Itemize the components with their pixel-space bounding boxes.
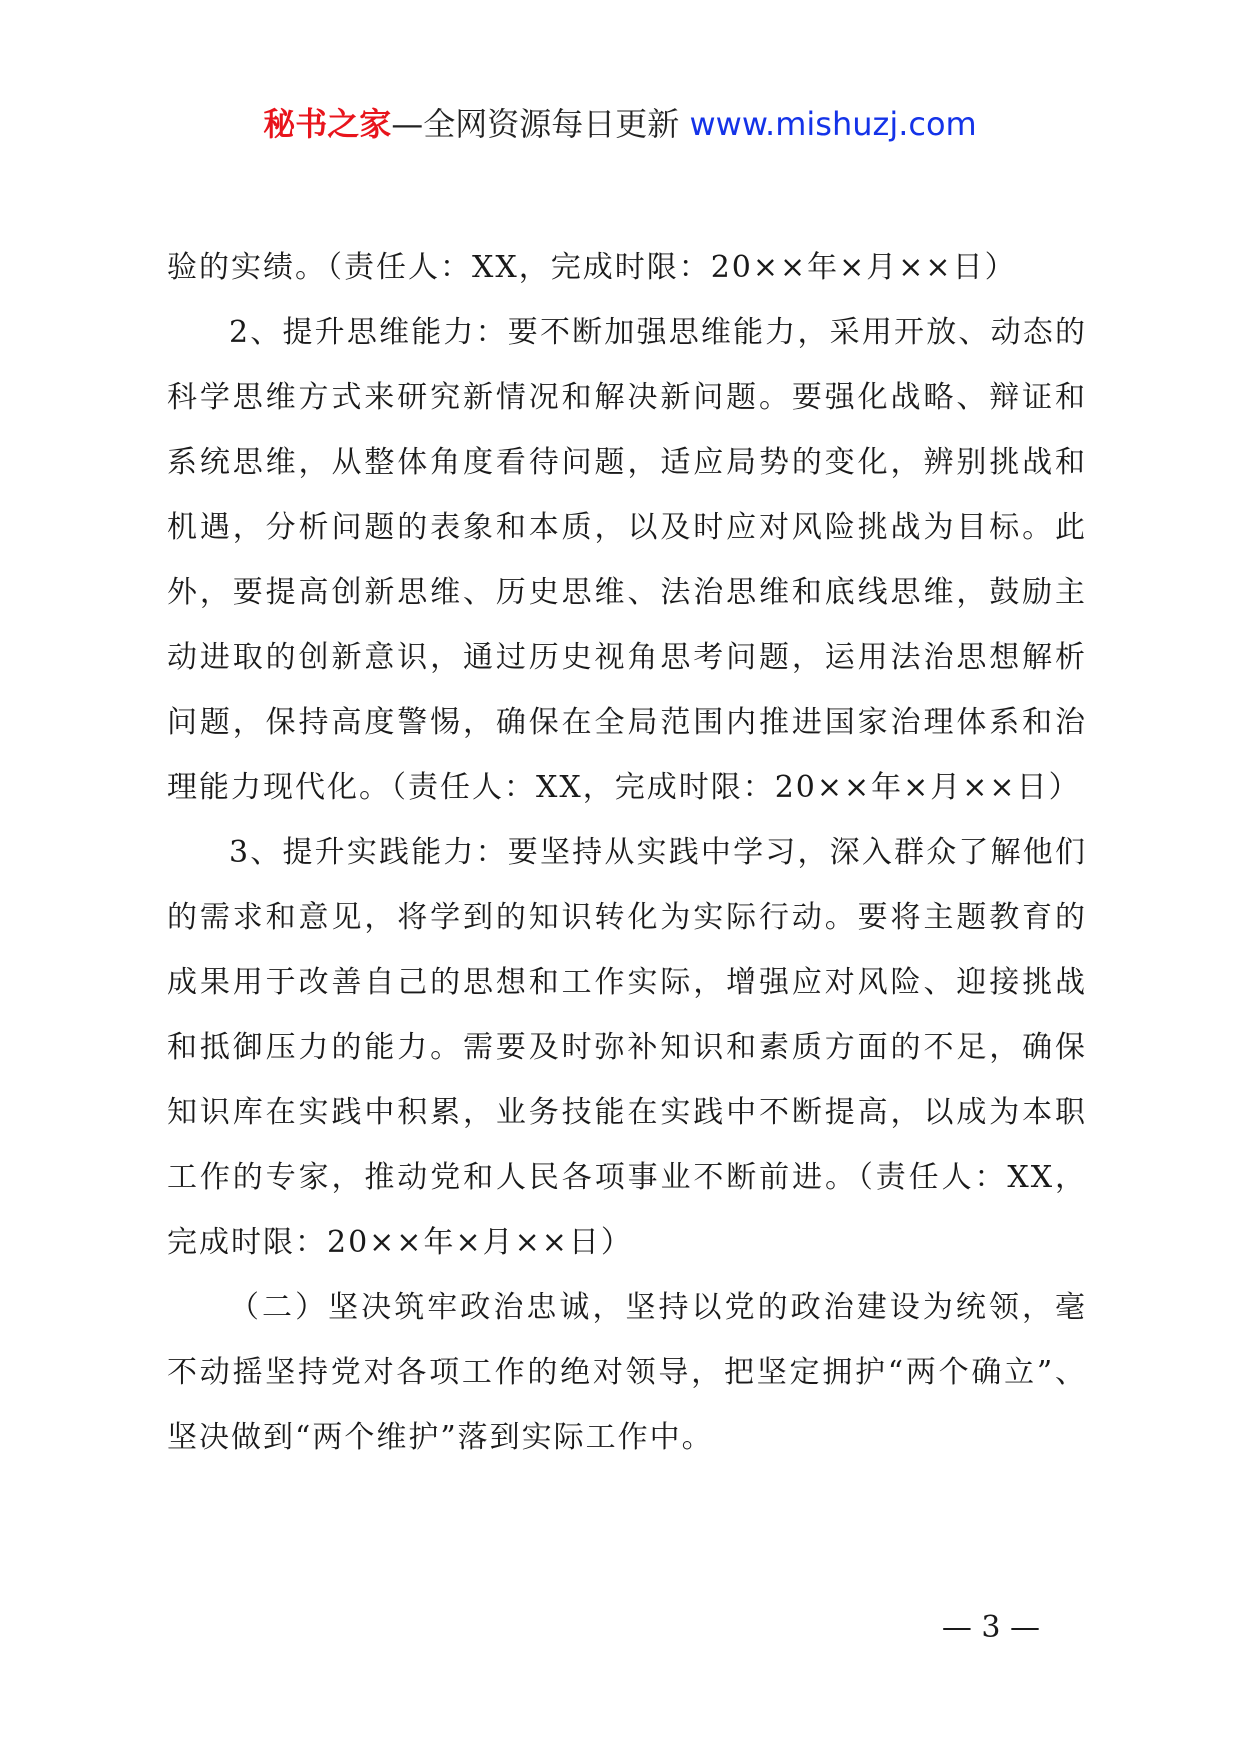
page-number: — 3 — xyxy=(941,1610,1040,1645)
paragraph-practice-ability: 3、提升实践能力：要坚持从实践中学习，深入群众了解他们的需求和意见，将学到的知识转化为实际行动。要将主题教育的成果用于改善自己的思想和工作实际，增强应对风险、迎接挑战和抵御压力的能力。需要及时弥补知识和素质方面的不足，确保知识库在实践中积累，业务技能在实践中不断提高，以成为本职工作的专家，推动党和人民各项事业不断前进。（责任人：XX，完成时限：20××年×月××日） xyxy=(167,835,1087,1260)
site-brand: 秘书之家 xyxy=(263,105,392,143)
paragraph-thinking-ability: 2、提升思维能力：要不断加强思维能力，采用开放、动态的科学思维方式来研究新情况和解决新问题。要强化战略、辩证和系统思维，从整体角度看待问题，适应局势的变化，辨别挑战和机遇，分析问题的表象和本质，以及时应对风险挑战为目标。此外，要提高创新思维、历史思维、法治思维和底线思维，鼓励主动进取的创新意识，通过历史视角思考问题，运用法治思想解析问题，保持高度警惕，确保在全局范围内推进国家治理体系和治理能力现代化。（责任人：XX，完成时限：20××年×月××日） xyxy=(167,315,1087,805)
paragraph-political-loyalty: （二）坚决筑牢政治忠诚，坚持以党的政治建设为统领，毫不动摇坚持党对各项工作的绝对领导，把坚定拥护“两个确立”、坚决做到“两个维护”落到实际工作中。 xyxy=(167,1290,1087,1455)
site-tagline: —全网资源每日更新 xyxy=(391,105,680,143)
paragraph-continuation: 验的实绩。（责任人：XX，完成时限：20××年×月××日） xyxy=(167,250,1017,285)
site-url-link[interactable]: www.mishuzj.com xyxy=(689,105,977,143)
site-header xyxy=(0,100,1240,148)
document-body xyxy=(167,235,1087,1470)
